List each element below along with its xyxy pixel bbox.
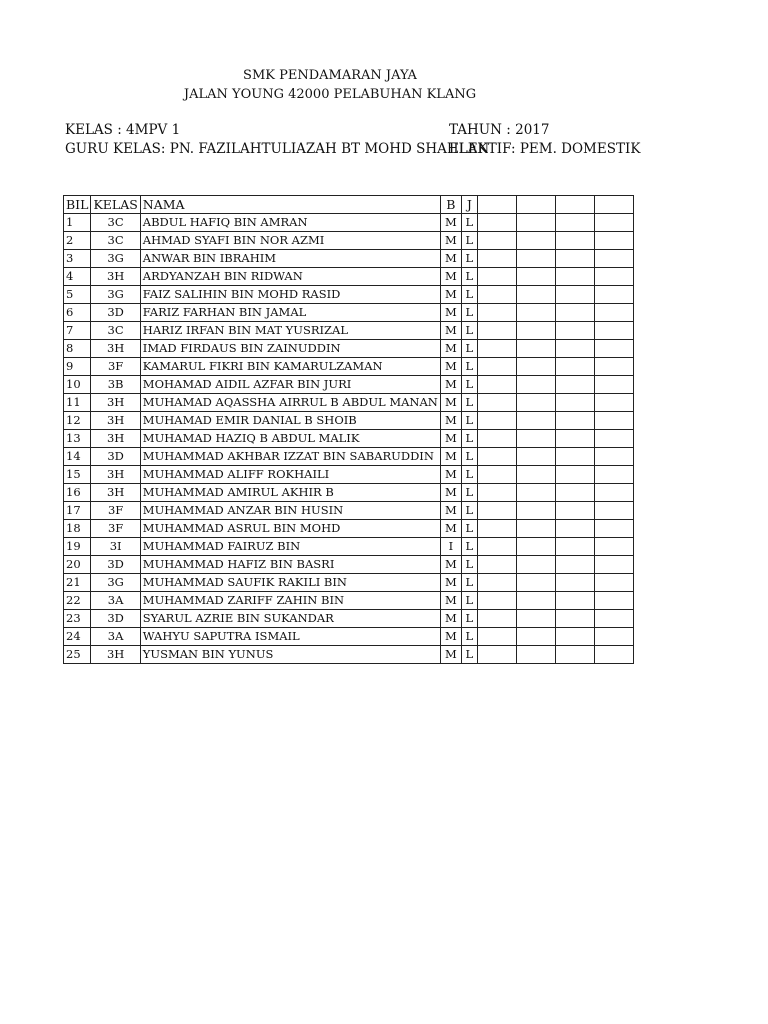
empty-cell — [594, 268, 633, 286]
empty-cell — [516, 484, 555, 502]
row-number: 13 — [64, 430, 91, 448]
table-row — [64, 448, 634, 466]
empty-cell — [477, 556, 516, 574]
empty-cell — [594, 358, 633, 376]
row-class: 3G — [91, 286, 140, 304]
row-b: M — [440, 268, 461, 286]
row-b: M — [440, 394, 461, 412]
empty-cell — [555, 268, 594, 286]
row-number: 24 — [64, 628, 91, 646]
row-number: 19 — [64, 538, 91, 556]
empty-cell — [477, 286, 516, 304]
row-j: L — [461, 376, 477, 394]
empty-cell — [477, 412, 516, 430]
empty-cell — [516, 250, 555, 268]
row-name: WAHYU SAPUTRA ISMAIL — [140, 628, 440, 646]
empty-cell — [516, 610, 555, 628]
empty-cell — [594, 304, 633, 322]
header-nama: NAMA — [140, 196, 440, 214]
row-b: M — [440, 448, 461, 466]
table-row — [64, 304, 634, 322]
row-class: 3F — [91, 502, 140, 520]
row-class: 3D — [91, 448, 140, 466]
row-number: 16 — [64, 484, 91, 502]
row-j: L — [461, 556, 477, 574]
row-name: MUHAMMAD ZARIFF ZAHIN BIN — [140, 592, 440, 610]
row-number: 15 — [64, 466, 91, 484]
row-number: 21 — [64, 574, 91, 592]
empty-cell — [477, 394, 516, 412]
row-class: 3H — [91, 466, 140, 484]
row-b: M — [440, 646, 461, 664]
empty-cell — [516, 466, 555, 484]
empty-cell — [555, 538, 594, 556]
empty-cell — [555, 556, 594, 574]
row-b: M — [440, 430, 461, 448]
row-b: M — [440, 466, 461, 484]
empty-cell — [516, 448, 555, 466]
table-row — [64, 520, 634, 538]
row-class: 3C — [91, 322, 140, 340]
row-number: 2 — [64, 232, 91, 250]
table-row — [64, 466, 634, 484]
empty-cell — [594, 394, 633, 412]
empty-cell — [516, 340, 555, 358]
row-class: 3H — [91, 484, 140, 502]
empty-cell — [555, 484, 594, 502]
empty-cell — [555, 232, 594, 250]
table-row — [64, 340, 634, 358]
empty-cell — [594, 520, 633, 538]
empty-cell — [555, 340, 594, 358]
row-b: M — [440, 610, 461, 628]
empty-cell — [555, 448, 594, 466]
row-number: 7 — [64, 322, 91, 340]
empty-cell — [594, 574, 633, 592]
empty-cell — [516, 232, 555, 250]
empty-cell — [477, 646, 516, 664]
row-j: L — [461, 646, 477, 664]
table-row — [64, 484, 634, 502]
row-class: 3H — [91, 394, 140, 412]
table-row — [64, 502, 634, 520]
row-class: 3C — [91, 214, 140, 232]
empty-cell — [516, 520, 555, 538]
row-class: 3A — [91, 628, 140, 646]
table-row — [64, 214, 634, 232]
row-b: M — [440, 412, 461, 430]
class-label: KELAS : 4MPV 1 — [65, 122, 181, 138]
row-number: 18 — [64, 520, 91, 538]
table-row — [64, 358, 634, 376]
row-name: IMAD FIRDAUS BIN ZAINUDDIN — [140, 340, 440, 358]
empty-cell — [477, 196, 516, 214]
empty-cell — [477, 376, 516, 394]
row-j: L — [461, 610, 477, 628]
row-j: L — [461, 574, 477, 592]
empty-cell — [477, 592, 516, 610]
empty-cell — [555, 304, 594, 322]
row-class: 3G — [91, 250, 140, 268]
row-j: L — [461, 214, 477, 232]
table-row — [64, 610, 634, 628]
row-name: MUHAMAD HAZIQ B ABDUL MALIK — [140, 430, 440, 448]
empty-cell — [516, 304, 555, 322]
row-b: M — [440, 502, 461, 520]
empty-cell — [594, 502, 633, 520]
row-number: 1 — [64, 214, 91, 232]
row-b: M — [440, 304, 461, 322]
row-j: L — [461, 484, 477, 502]
empty-cell — [594, 430, 633, 448]
empty-cell — [555, 196, 594, 214]
row-b: M — [440, 484, 461, 502]
empty-cell — [594, 610, 633, 628]
empty-cell — [516, 268, 555, 286]
row-j: L — [461, 412, 477, 430]
table-row — [64, 394, 634, 412]
empty-cell — [555, 610, 594, 628]
empty-cell — [477, 484, 516, 502]
empty-cell — [516, 592, 555, 610]
row-name: MUHAMMAD AKHBAR IZZAT BIN SABARUDDIN — [140, 448, 440, 466]
empty-cell — [477, 232, 516, 250]
student-roster-table — [63, 195, 634, 664]
empty-cell — [594, 646, 633, 664]
row-b: I — [440, 538, 461, 556]
row-number: 10 — [64, 376, 91, 394]
row-j: L — [461, 430, 477, 448]
table-row — [64, 628, 634, 646]
empty-cell — [477, 340, 516, 358]
row-number: 11 — [64, 394, 91, 412]
row-j: L — [461, 520, 477, 538]
header-kelas: KELAS — [91, 196, 140, 214]
row-j: L — [461, 448, 477, 466]
row-b: M — [440, 556, 461, 574]
row-name: FARIZ FARHAN BIN JAMAL — [140, 304, 440, 322]
empty-cell — [594, 376, 633, 394]
empty-cell — [594, 538, 633, 556]
school-name: SMK PENDAMARAN JAYA — [243, 68, 417, 83]
empty-cell — [516, 214, 555, 232]
row-j: L — [461, 628, 477, 646]
empty-cell — [594, 322, 633, 340]
row-class: 3G — [91, 574, 140, 592]
empty-cell — [477, 214, 516, 232]
empty-cell — [555, 520, 594, 538]
row-class: 3D — [91, 304, 140, 322]
row-j: L — [461, 502, 477, 520]
empty-cell — [594, 484, 633, 502]
empty-cell — [516, 286, 555, 304]
row-j: L — [461, 322, 477, 340]
row-number: 6 — [64, 304, 91, 322]
empty-cell — [594, 196, 633, 214]
row-name: MOHAMAD AIDIL AZFAR BIN JURI — [140, 376, 440, 394]
row-class: 3A — [91, 592, 140, 610]
row-name: AHMAD SYAFI BIN NOR AZMI — [140, 232, 440, 250]
table-row — [64, 538, 634, 556]
row-name: FAIZ SALIHIN BIN MOHD RASID — [140, 286, 440, 304]
row-b: M — [440, 322, 461, 340]
row-class: 3H — [91, 268, 140, 286]
row-j: L — [461, 286, 477, 304]
empty-cell — [477, 430, 516, 448]
row-class: 3H — [91, 430, 140, 448]
empty-cell — [477, 466, 516, 484]
row-name: ABDUL HAFIQ BIN AMRAN — [140, 214, 440, 232]
empty-cell — [477, 628, 516, 646]
row-b: M — [440, 574, 461, 592]
row-number: 23 — [64, 610, 91, 628]
row-class: 3B — [91, 376, 140, 394]
row-class: 3F — [91, 358, 140, 376]
empty-cell — [477, 520, 516, 538]
header-b: B — [440, 196, 461, 214]
table-row — [64, 430, 634, 448]
row-number: 25 — [64, 646, 91, 664]
row-j: L — [461, 340, 477, 358]
row-b: M — [440, 340, 461, 358]
empty-cell — [555, 628, 594, 646]
empty-cell — [477, 502, 516, 520]
header-j: J — [461, 196, 477, 214]
empty-cell — [477, 268, 516, 286]
row-class: 3D — [91, 556, 140, 574]
row-name: ARDYANZAH BIN RIDWAN — [140, 268, 440, 286]
row-name: ANWAR BIN IBRAHIM — [140, 250, 440, 268]
empty-cell — [594, 412, 633, 430]
empty-cell — [477, 250, 516, 268]
empty-cell — [594, 628, 633, 646]
empty-cell — [516, 574, 555, 592]
empty-cell — [516, 322, 555, 340]
empty-cell — [594, 250, 633, 268]
table-row — [64, 574, 634, 592]
table-row — [64, 412, 634, 430]
empty-cell — [555, 574, 594, 592]
row-j: L — [461, 538, 477, 556]
row-j: L — [461, 394, 477, 412]
row-name: MUHAMMAD HAFIZ BIN BASRI — [140, 556, 440, 574]
row-number: 5 — [64, 286, 91, 304]
year-label: TAHUN : 2017 — [449, 122, 550, 138]
row-j: L — [461, 232, 477, 250]
row-name: MUHAMMAD ASRUL BIN MOHD — [140, 520, 440, 538]
row-b: M — [440, 376, 461, 394]
row-name: KAMARUL FIKRI BIN KAMARULZAMAN — [140, 358, 440, 376]
row-name: MUHAMMAD SAUFIK RAKILI BIN — [140, 574, 440, 592]
empty-cell — [555, 430, 594, 448]
empty-cell — [516, 628, 555, 646]
table-row — [64, 646, 634, 664]
row-b: M — [440, 628, 461, 646]
empty-cell — [555, 322, 594, 340]
empty-cell — [555, 592, 594, 610]
row-name: MUHAMMAD AMIRUL AKHIR B — [140, 484, 440, 502]
row-class: 3D — [91, 610, 140, 628]
row-j: L — [461, 466, 477, 484]
empty-cell — [516, 430, 555, 448]
row-number: 8 — [64, 340, 91, 358]
row-j: L — [461, 250, 477, 268]
row-b: M — [440, 358, 461, 376]
row-number: 20 — [64, 556, 91, 574]
empty-cell — [555, 412, 594, 430]
empty-cell — [594, 466, 633, 484]
empty-cell — [516, 394, 555, 412]
row-name: MUHAMMAD ALIFF ROKHAILI — [140, 466, 440, 484]
row-number: 9 — [64, 358, 91, 376]
empty-cell — [477, 322, 516, 340]
table-row — [64, 268, 634, 286]
empty-cell — [594, 592, 633, 610]
elective-label: ELEKTIF: PEM. DOMESTIK — [449, 141, 641, 157]
empty-cell — [555, 358, 594, 376]
table-row — [64, 322, 634, 340]
empty-cell — [594, 556, 633, 574]
empty-cell — [555, 394, 594, 412]
row-number: 12 — [64, 412, 91, 430]
empty-cell — [516, 196, 555, 214]
row-name: SYARUL AZRIE BIN SUKANDAR — [140, 610, 440, 628]
empty-cell — [477, 358, 516, 376]
empty-cell — [516, 376, 555, 394]
row-b: M — [440, 232, 461, 250]
row-class: 3C — [91, 232, 140, 250]
table-header-row — [64, 196, 634, 214]
row-class: 3H — [91, 412, 140, 430]
empty-cell — [477, 610, 516, 628]
row-j: L — [461, 358, 477, 376]
table-row — [64, 250, 634, 268]
row-number: 14 — [64, 448, 91, 466]
empty-cell — [555, 646, 594, 664]
empty-cell — [516, 412, 555, 430]
empty-cell — [516, 358, 555, 376]
empty-cell — [516, 646, 555, 664]
empty-cell — [555, 376, 594, 394]
empty-cell — [516, 502, 555, 520]
row-name: MUHAMMAD ANZAR BIN HUSIN — [140, 502, 440, 520]
row-b: M — [440, 214, 461, 232]
row-name: YUSMAN BIN YUNUS — [140, 646, 440, 664]
row-b: M — [440, 520, 461, 538]
empty-cell — [594, 232, 633, 250]
empty-cell — [477, 574, 516, 592]
row-j: L — [461, 592, 477, 610]
row-class: 3H — [91, 646, 140, 664]
row-name: MUHAMMAD FAIRUZ BIN — [140, 538, 440, 556]
school-address: JALAN YOUNG 42000 PELABUHAN KLANG — [183, 87, 477, 102]
empty-cell — [477, 304, 516, 322]
row-class: 3F — [91, 520, 140, 538]
row-b: M — [440, 592, 461, 610]
table-row — [64, 376, 634, 394]
row-number: 3 — [64, 250, 91, 268]
empty-cell — [516, 556, 555, 574]
empty-cell — [594, 340, 633, 358]
row-b: M — [440, 250, 461, 268]
empty-cell — [516, 538, 555, 556]
empty-cell — [594, 448, 633, 466]
empty-cell — [594, 286, 633, 304]
row-j: L — [461, 304, 477, 322]
class-teacher-label: GURU KELAS: PN. FAZILAHTULIAZAH BT MOHD SHAHLAN — [65, 141, 490, 157]
row-name: HARIZ IRFAN BIN MAT YUSRIZAL — [140, 322, 440, 340]
empty-cell — [594, 214, 633, 232]
row-b: M — [440, 286, 461, 304]
row-name: MUHAMAD EMIR DANIAL B SHOIB — [140, 412, 440, 430]
row-number: 22 — [64, 592, 91, 610]
empty-cell — [555, 286, 594, 304]
row-class: 3H — [91, 340, 140, 358]
empty-cell — [555, 502, 594, 520]
empty-cell — [555, 466, 594, 484]
row-class: 3I — [91, 538, 140, 556]
table-row — [64, 592, 634, 610]
empty-cell — [555, 250, 594, 268]
header-bil: BIL — [64, 196, 91, 214]
row-j: L — [461, 268, 477, 286]
empty-cell — [477, 538, 516, 556]
row-number: 4 — [64, 268, 91, 286]
empty-cell — [555, 214, 594, 232]
table-row — [64, 286, 634, 304]
row-number: 17 — [64, 502, 91, 520]
table-row — [64, 232, 634, 250]
empty-cell — [477, 448, 516, 466]
row-name: MUHAMAD AQASSHA AIRRUL B ABDUL MANAN — [140, 394, 440, 412]
table-row — [64, 556, 634, 574]
